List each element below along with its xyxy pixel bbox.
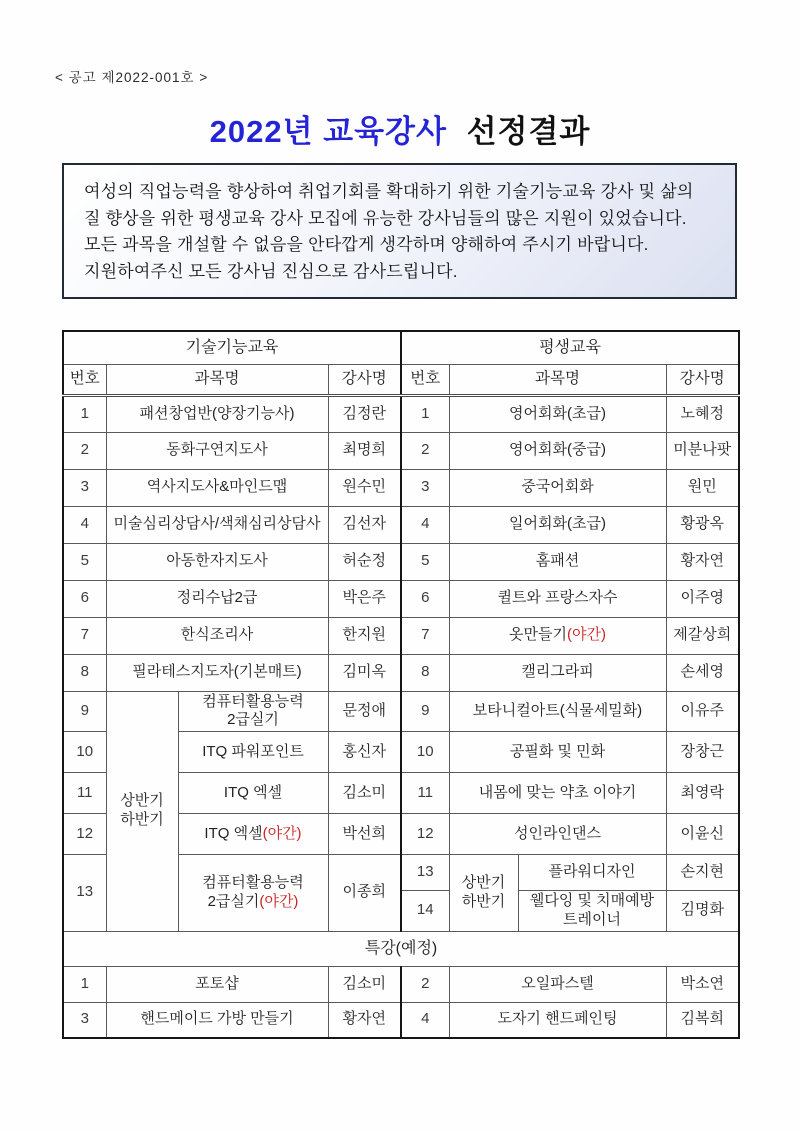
- life-no-cell: 7: [401, 617, 449, 654]
- page-title-highlight: 2022년 교육강사: [209, 114, 447, 149]
- tech-subject-cell: 패션창업반(양장기능사): [106, 395, 328, 432]
- tech-subject-cell: [178, 855, 328, 932]
- life-teacher-cell: 노혜정: [666, 395, 739, 432]
- special-subject-cell: 도자기 핸드페인팅: [449, 1002, 666, 1038]
- life-no-cell: 2: [401, 432, 449, 469]
- night-badge: (야간): [262, 824, 302, 842]
- semester-label: 하반기: [120, 811, 164, 828]
- special-teacher-cell: 황자연: [328, 1002, 401, 1038]
- life-subject-cell: 성인라인댄스: [449, 814, 666, 855]
- subject-text: 컴퓨터활용능력: [202, 692, 304, 710]
- life-teacher-cell: 원민: [666, 469, 739, 506]
- special-no-cell: 2: [401, 966, 449, 1002]
- page-title-rest: 선정결과: [466, 114, 591, 149]
- tech-teacher-cell: 박은주: [328, 580, 401, 617]
- life-semester-cell: [449, 855, 518, 932]
- tech-teacher-cell: 홍신자: [328, 732, 401, 773]
- tech-teacher-cell: 원수민: [328, 469, 401, 506]
- subject-text: 트레이너: [563, 910, 621, 928]
- life-no-cell: 8: [401, 654, 449, 691]
- special-teacher-cell: 김복희: [666, 1002, 739, 1038]
- life-subject-cell: 내몸에 맞는 약초 이야기: [449, 773, 666, 814]
- life-no-cell: 4: [401, 506, 449, 543]
- semester-label: 하반기: [461, 892, 506, 910]
- life-teacher-cell: 장창근: [666, 732, 739, 773]
- intro-line: 지원하여주신 모든 강사님 진심으로 감사드립니다.: [84, 261, 458, 281]
- life-teacher-cell: 손지현: [666, 855, 739, 891]
- special-section-row: [63, 931, 739, 966]
- tech-no-cell: 9: [63, 691, 106, 732]
- subject-text: 웰다잉 및 치매예방: [529, 892, 655, 909]
- tech-semester-cell: [106, 691, 178, 931]
- life-no-cell: 10: [401, 732, 449, 773]
- tech-no-cell: 6: [63, 580, 106, 617]
- special-teacher-cell: 박소연: [666, 966, 739, 1002]
- life-subject-cell: 플라워디자인: [518, 855, 666, 891]
- special-section-title: 특강(예정): [63, 931, 739, 966]
- life-no-cell: 6: [401, 580, 449, 617]
- tech-no-cell: 1: [63, 395, 106, 432]
- tech-no-cell: 11: [63, 773, 106, 814]
- life-no-cell: 11: [401, 773, 449, 814]
- life-teacher-cell: 이윤신: [666, 814, 739, 855]
- special-no-cell: 1: [63, 966, 106, 1002]
- table-row: [63, 966, 739, 1002]
- col-teacher: 강사명: [666, 364, 739, 395]
- life-subject-cell: 공필화 및 민화: [449, 732, 666, 773]
- tech-teacher-cell: 문정애: [328, 691, 401, 732]
- table-row: [63, 580, 739, 617]
- col-subject: 과목명: [106, 364, 328, 395]
- life-teacher-cell: 이유주: [666, 691, 739, 732]
- life-teacher-cell: 미분나팟: [666, 432, 739, 469]
- life-subject-cell: [449, 617, 666, 654]
- life-subject-cell: 영어회화(초급): [449, 395, 666, 432]
- tech-no-cell: 5: [63, 543, 106, 580]
- life-no-cell: 9: [401, 691, 449, 732]
- tech-subject-cell: 정리수납2급: [106, 580, 328, 617]
- life-teacher-cell: 황자연: [666, 543, 739, 580]
- life-no-cell: 13: [401, 855, 449, 891]
- tech-subject-cell: 역사지도사&마인드맵: [106, 469, 328, 506]
- page-title: [0, 106, 800, 151]
- tech-subject-cell: 미술심리상담사/색채심리상담사: [106, 506, 328, 543]
- table-row: [63, 543, 739, 580]
- tech-teacher-cell: 한지원: [328, 617, 401, 654]
- life-subject-cell: 캘리그라피: [449, 654, 666, 691]
- tech-subject-cell: [178, 814, 328, 855]
- table-row: [63, 691, 739, 732]
- tech-teacher-cell: 김정란: [328, 395, 401, 432]
- life-no-cell: 1: [401, 395, 449, 432]
- column-header-row: [63, 364, 739, 395]
- life-subject-cell: 퀼트와 프랑스자수: [449, 580, 666, 617]
- life-no-cell: 3: [401, 469, 449, 506]
- life-teacher-cell: 손세영: [666, 654, 739, 691]
- category-header-row: [63, 331, 739, 364]
- tech-subject-cell: ITQ 엑셀: [178, 773, 328, 814]
- tech-teacher-cell: 김선자: [328, 506, 401, 543]
- semester-label: 상반기: [461, 874, 506, 891]
- life-teacher-cell: 황광옥: [666, 506, 739, 543]
- col-no: 번호: [63, 364, 106, 395]
- col-subject: 과목명: [449, 364, 666, 395]
- intro-line: 질 향상을 위한 평생교육 강사 모집에 유능한 강사님들의 많은 지원이 있었습니다.: [84, 208, 687, 228]
- tech-no-cell: 10: [63, 732, 106, 773]
- intro-line: 모든 과목을 개설할 수 없음을 안타깝게 생각하며 양해하여 주시기 바랍니다.: [84, 235, 649, 254]
- results-table: [62, 330, 740, 1039]
- tech-subject-cell: 아동한자지도사: [106, 543, 328, 580]
- intro-box: [62, 163, 737, 299]
- tech-no-cell: 7: [63, 617, 106, 654]
- life-subject-cell: 홈패션: [449, 543, 666, 580]
- subject-text: 2급실기: [227, 711, 279, 729]
- night-badge: (야간): [259, 892, 299, 910]
- subject-text: ITQ 엑셀: [204, 824, 263, 842]
- tech-section-title: 기술기능교육: [63, 331, 401, 364]
- tech-teacher-cell: 김미옥: [328, 654, 401, 691]
- col-teacher: 강사명: [328, 364, 401, 395]
- subject-text: 옷만들기: [509, 626, 567, 644]
- night-badge: (야간): [566, 626, 606, 644]
- table-row: [63, 654, 739, 691]
- semester-label: 상반기: [120, 792, 164, 810]
- life-teacher-cell: 이주영: [666, 580, 739, 617]
- col-no: 번호: [401, 364, 449, 395]
- tech-teacher-cell: 박선희: [328, 814, 401, 855]
- life-section-title: 평생교육: [401, 331, 739, 364]
- life-teacher-cell: 최영락: [666, 773, 739, 814]
- life-no-cell: 5: [401, 543, 449, 580]
- life-no-cell: 12: [401, 814, 449, 855]
- tech-teacher-cell: 김소미: [328, 773, 401, 814]
- life-subject-cell: [518, 891, 666, 932]
- special-no-cell: 3: [63, 1002, 106, 1038]
- tech-subject-cell: [178, 691, 328, 732]
- tech-subject-cell: 필라테스지도자(기본매트): [106, 654, 328, 691]
- special-no-cell: 4: [401, 1002, 449, 1038]
- tech-subject-cell: ITQ 파워포인트: [178, 732, 328, 773]
- table-row: [63, 506, 739, 543]
- tech-no-cell: 2: [63, 432, 106, 469]
- life-teacher-cell: 김명화: [666, 891, 739, 932]
- tech-no-cell: 3: [63, 469, 106, 506]
- special-subject-cell: 핸드메이드 가방 만들기: [106, 1002, 328, 1038]
- table-row: [63, 395, 739, 432]
- tech-teacher-cell: 이종희: [328, 855, 401, 932]
- tech-subject-cell: 한식조리사: [106, 617, 328, 654]
- tech-teacher-cell: 최명희: [328, 432, 401, 469]
- subject-text: 컴퓨터활용능력: [202, 874, 304, 891]
- life-subject-cell: 영어회화(중급): [449, 432, 666, 469]
- life-subject-cell: 보타니컬아트(식물세밀화): [449, 691, 666, 732]
- subject-text: 2급실기: [207, 892, 260, 910]
- table-row: [63, 432, 739, 469]
- special-subject-cell: 오일파스텔: [449, 966, 666, 1002]
- special-teacher-cell: 김소미: [328, 966, 401, 1002]
- life-subject-cell: 중국어회화: [449, 469, 666, 506]
- life-subject-cell: 일어회화(초급): [449, 506, 666, 543]
- tech-subject-cell: 동화구연지도사: [106, 432, 328, 469]
- tech-no-cell: 4: [63, 506, 106, 543]
- life-teacher-cell: 제갈상희: [666, 617, 739, 654]
- tech-no-cell: 8: [63, 654, 106, 691]
- life-no-cell: 14: [401, 891, 449, 932]
- notice-number: < 공고 제2022-001호 >: [55, 70, 209, 85]
- special-subject-cell: 포토샵: [106, 966, 328, 1002]
- tech-no-cell: 13: [63, 855, 106, 932]
- table-row: [63, 617, 739, 654]
- table-row: [63, 469, 739, 506]
- table-row: [63, 1002, 739, 1038]
- intro-line: 여성의 직업능력을 향상하여 취업기회를 확대하기 위한 기술기능교육 강사 및 삶의: [84, 182, 694, 201]
- tech-teacher-cell: 허순정: [328, 543, 401, 580]
- tech-no-cell: 12: [63, 814, 106, 855]
